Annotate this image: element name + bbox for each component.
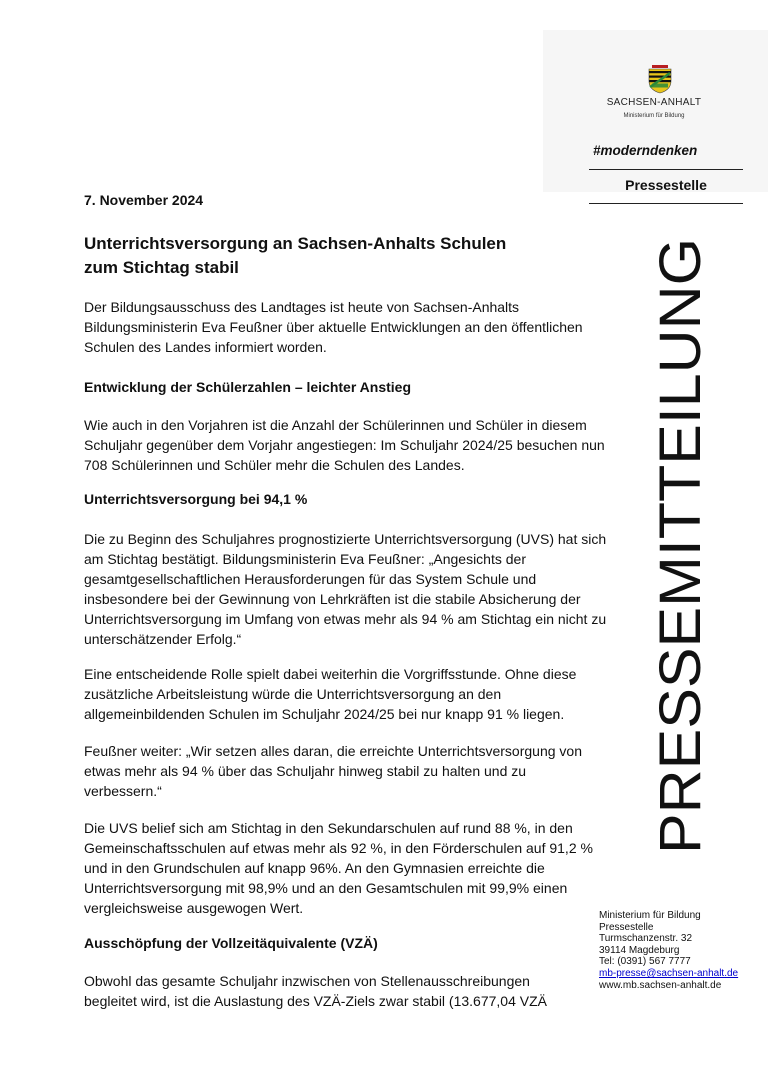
body-paragraph: [84, 529, 629, 649]
contact-street: Turmschanzenstr. 32: [599, 933, 693, 945]
title-line: zum Stichtag stabil: [84, 258, 239, 277]
text-line: Gemeinschaftsschulen auf etwas mehr als 92 %, in den Förderschulen auf 91,2 %: [84, 840, 593, 856]
body-paragraph: [84, 664, 629, 724]
divider: [589, 203, 743, 204]
text-line: Der Bildungsausschuss des Landtages ist heute von Sachsen-Anhalts: [84, 299, 520, 315]
text-line: Eine entscheidende Rolle spielt dabei weiterhin die Vorgriffsstunde. Ohne diese: [84, 666, 577, 682]
text-line: Wie auch in den Vorjahren ist die Anzahl der Schülerinnen und Schüler in diesem: [84, 417, 587, 433]
section-heading: [84, 377, 629, 397]
title-line: Unterrichtsversorgung an Sachsen-Anhalts Schulen: [84, 234, 507, 253]
body-paragraph: [84, 971, 629, 1011]
text-line: Unterrichtsversorgung im Umfang von etwas mehr als 94 % am Stichtag ein nicht zu: [84, 611, 607, 627]
text-line: verbessern.“: [84, 783, 162, 799]
text-line: Ausschöpfung der Vollzeitäquivalente (VZÄ): [84, 935, 378, 951]
body-paragraph: [84, 741, 629, 801]
text-line: Bildungsministerin Eva Feußner über aktuelle Entwicklungen an den öffentlichen: [84, 319, 583, 335]
text-line: begleitet wird, ist die Auslastung des VZÄ-Ziels zwar stabil (13.677,04 VZÄ: [84, 993, 547, 1009]
press-release-date: 7. November 2024: [84, 192, 204, 208]
campaign-hashtag: #moderndenken: [593, 143, 698, 158]
text-line: Die zu Beginn des Schuljahres prognostizierte Unterrichtsversorgung (UVS) hat sich: [84, 531, 607, 547]
text-line: allgemeinbildenden Schulen im Schuljahr 2024/25 bei nur knapp 91 % liegen.: [84, 706, 565, 722]
text-line: zusätzliche Arbeitsleistung würde die Unterrichtsversorgung an den: [84, 686, 502, 702]
text-line: 708 Schülerinnen und Schüler mehr die Schulen des Landes.: [84, 457, 465, 473]
coat-of-arms-icon: [648, 65, 672, 93]
text-line: unterschätzender Erfolg.“: [84, 631, 242, 647]
section-heading: [84, 933, 629, 953]
text-line: Feußner weiter: „Wir setzen alles daran, die erreichte Unterrichtsversorgung von: [84, 743, 582, 759]
logo-area: [543, 30, 768, 192]
contact-ministry: Ministerium für Bildung: [599, 910, 701, 921]
contact-email-link[interactable]: mb-presse@sachsen-anhalt.de: [599, 967, 739, 979]
text-line: vergleichsweise ausgewogen Wert.: [84, 900, 304, 916]
body-paragraph: [84, 818, 629, 918]
document-type-vertical-label: [648, 236, 713, 856]
text-line: Entwicklung der Schülerzahlen – leichter Anstieg: [84, 379, 412, 395]
text-line: Unterrichtsversorgung mit 98,9% und an den Gesamtschulen mit 99,9% einen: [84, 880, 568, 896]
press-office-label: Pressestelle: [625, 177, 707, 193]
text-line: Schuljahr gegenüber dem Vorjahr angestiegen: Im Schuljahr 2024/25 besuchen nun: [84, 437, 605, 453]
body-paragraph: [84, 415, 629, 475]
vertical-title-text: PRESSEMITTEILUNG: [648, 267, 713, 854]
text-line: gesamtgesellschaftlichen Herausforderungen für das System Schule und: [84, 571, 537, 587]
logo-ministry-name: Ministerium für Bildung: [623, 113, 685, 119]
press-release-title: [84, 232, 554, 280]
section-heading: [84, 489, 629, 509]
contact-block: [599, 910, 759, 991]
text-line: Obwohl das gesamte Schuljahr inzwischen von Stellenausschreibungen: [84, 973, 530, 989]
text-line: und in den Grundschulen auf knapp 96%. An den Gymnasien erreichte die: [84, 860, 545, 876]
contact-office: Pressestelle: [599, 921, 654, 933]
text-line: insbesondere bei der Gewinnung von Lehrkräften ist die stabile Absicherung der: [84, 591, 581, 607]
body-paragraph: [84, 297, 629, 357]
contact-city: 39114 Magdeburg: [599, 944, 680, 956]
logo-state-name: SACHSEN-ANHALT: [606, 97, 702, 108]
text-line: am Stichtag bestätigt. Bildungsministerin Eva Feußner: „Angesichts der: [84, 551, 526, 567]
contact-phone: Tel: (0391) 567 7777: [599, 956, 691, 968]
divider: [589, 169, 743, 170]
text-line: Die UVS belief sich am Stichtag in den Sekundarschulen auf rund 88 %, in den: [84, 820, 573, 836]
text-line: etwas mehr als 94 % über das Schuljahr hinweg stabil zu halten und zu: [84, 763, 527, 779]
contact-website[interactable]: www.mb.sachsen-anhalt.de: [599, 979, 722, 991]
text-line: Unterrichtsversorgung bei 94,1 %: [84, 491, 308, 507]
text-line: Schulen des Landes informiert worden.: [84, 339, 327, 355]
